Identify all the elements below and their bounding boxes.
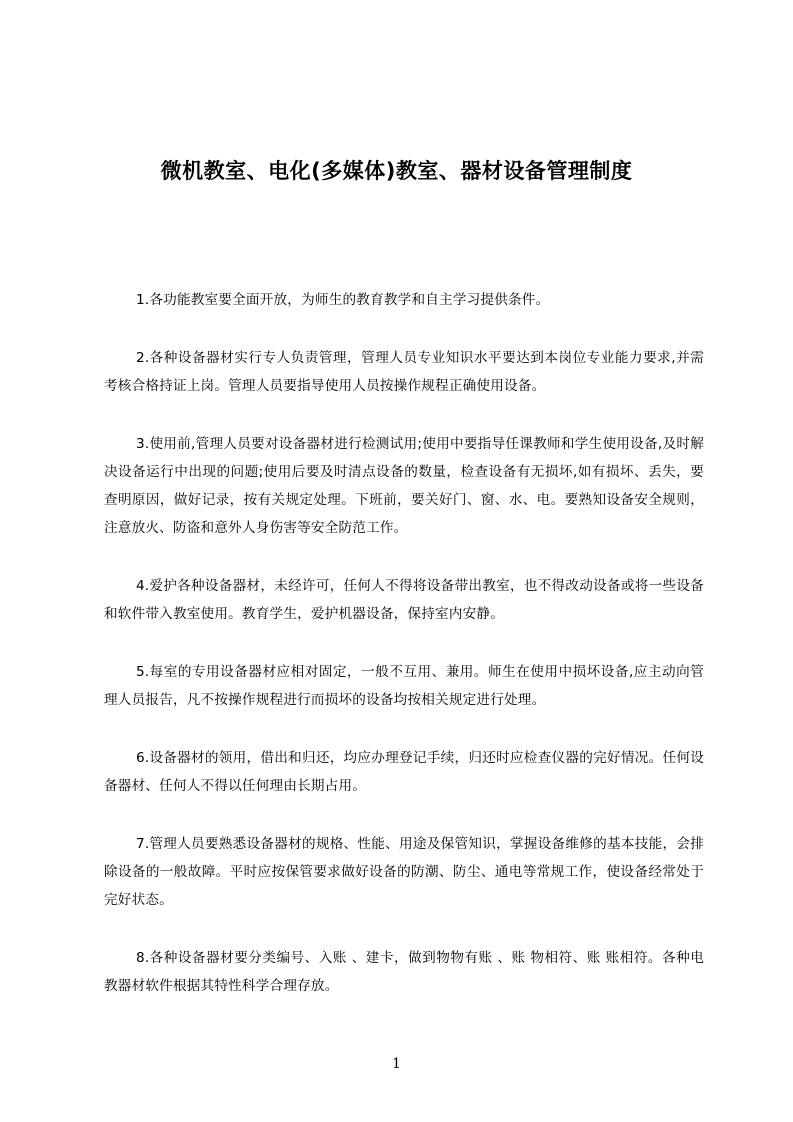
rule-paragraph-2: 2.各种设备器材实行专人负责管理，管理人员专业知识水平要达到本岗位专业能力要求,并需考核合格持证上岗。管理人员要指导使用人员按操作规程正确使用设备。 <box>104 350 704 394</box>
rule-paragraph-4: 4.爱护各种设备器材，未经许可，任何人不得将设备带出教室，也不得改动设备或将一些设备和软件带入教室使用。教育学生，爱护机器设备，保持室内安静。 <box>104 578 704 622</box>
rule-paragraph-7: 7.管理人员要熟悉设备器材的规格、性能、用途及保管知识，掌握设备维修的基本技能，会排除设备的一般故障。平时应按保管要求做好设备的防潮、防尘、通电等常规工作，使设备经常处于完好状态。 <box>104 836 704 908</box>
rule-paragraph-3: 3.使用前,管理人员要对设备器材进行检测试用;使用中要指导任课教师和学生使用设备,及时解决设备运行中出现的问题;使用后要及时清点设备的数量，检查设备有无损坏,如有损坏、丢失，要查明原因，做好记录，按有关规定处理。下班前，要关好门、窗、水、电。要熟知设备安全规则，注意放火、防盗和意外人身伤害等安全防范工作。 <box>104 436 704 536</box>
document-body <box>104 286 704 1030</box>
rule-paragraph-6: 6.设备器材的领用，借出和归还，均应办理登记手续，归还时应检查仪器的完好情况。任何设备器材、任何人不得以任何理由长期占用。 <box>104 750 704 794</box>
rule-paragraph-5: 5.每室的专用设备器材应相对固定，一般不互用、兼用。师生在使用中损坏设备,应主动向管理人员报告，凡不按操作规程进行而损坏的设备均按相关规定进行处理。 <box>104 664 704 708</box>
rule-paragraph-1: 1.各功能教室要全面开放，为师生的教育教学和自主学习提供条件。 <box>136 292 550 308</box>
page-number: 1 <box>392 1056 401 1072</box>
page-title: 微机教室、电化(多媒体)教室、器材设备管理制度 <box>160 159 633 184</box>
rule-paragraph-8: 8.各种设备器材要分类编号、入账 、建卡，做到物物有账 、账 物相符、账 账相符。各种电教器材软件根据其特性科学合理存放。 <box>104 950 704 994</box>
